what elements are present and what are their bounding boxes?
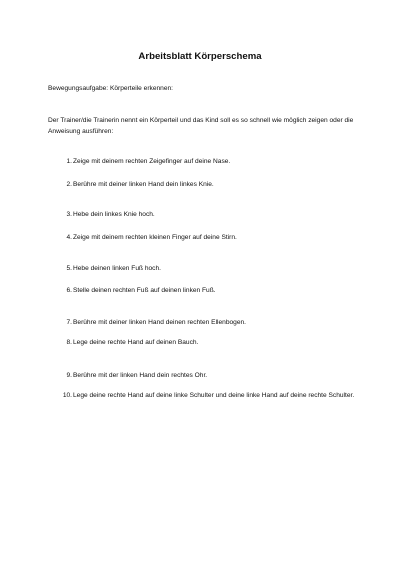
list-item-text: Hebe dein linkes Knie hoch. [73,211,155,218]
subtitle: Bewegungsaufgabe: Körperteile erkennen: [48,85,174,92]
list-item [58,286,358,297]
list-item-number: 5. [66,265,72,272]
list-item [58,180,358,191]
list-item-text: Lege deine rechte Hand auf deine linke Schulter und deine linke Hand auf deine rechte Schulter. [73,392,355,399]
list-item-text: Lege deine rechte Hand auf deinen Bauch. [73,339,199,346]
list-item-text: Berühre mit der linken Hand dein rechtes Ohr. [73,372,208,379]
list-item [58,264,358,275]
list-item-number: 1. [66,158,72,165]
list-item-number: 3. [66,211,72,218]
list-item [58,338,358,349]
list-item [58,210,358,221]
list-item-number: 6. [66,287,72,294]
list-item [58,233,358,244]
list-item [58,391,358,402]
list-item-number: 9. [66,372,72,379]
list-item-number: 10. [62,392,72,399]
list-item [58,371,358,382]
list-item-text: Zeige mit deinem rechten Zeigefinger auf deine Nase. [73,158,231,165]
list-item-text: Berühre mit deiner linken Hand deinen rechten Ellenbogen. [73,319,247,326]
list-item-text: Berühre mit deiner linken Hand dein linkes Knie. [73,181,214,188]
list-item-text: Hebe deinen linken Fuß hoch. [73,265,161,272]
list-item-text: Zeige mit deinem rechten kleinen Finger auf deine Stirn. [73,234,237,241]
list-item-text: Stelle deinen rechten Fuß auf deinen linken Fuß. [73,287,216,294]
list-item-number: 4. [66,234,72,241]
list-item-number: 8. [66,339,72,346]
page-title: Arbeitsblatt Körperschema [138,51,262,62]
list-item [58,318,358,329]
list-item-number: 7. [66,319,72,326]
list-item [58,157,358,168]
intro-paragraph: Der Trainer/die Trainerin nennt ein Körperteil und das Kind soll es so schnell wie möglich zeigen oder die Anweisung ausführen: [48,117,354,135]
list-item-number: 2. [66,181,72,188]
